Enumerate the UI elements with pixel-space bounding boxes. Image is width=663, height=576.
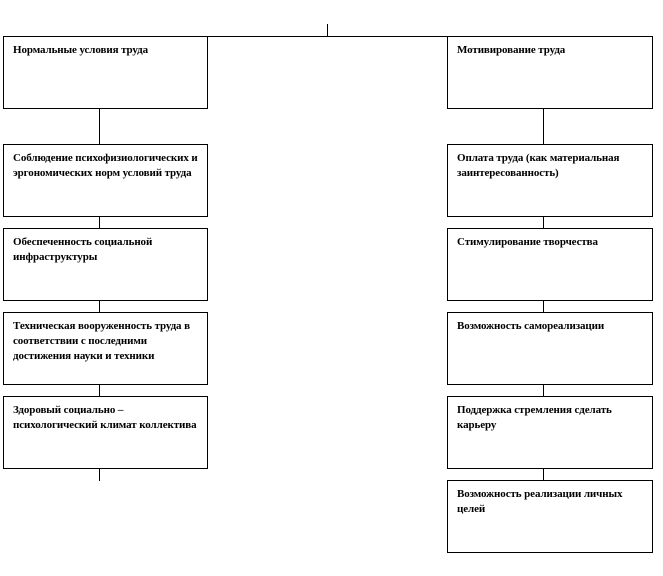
left-connector-1 — [99, 108, 100, 145]
right-connector-1 — [543, 108, 544, 145]
left-item-box-1: Соблюдение психофизиологических и эргономических норм условий труда — [3, 144, 208, 217]
right-item-box-4: Поддержка стремления сделать карьеру — [447, 396, 653, 469]
right-item-box-5: Возможность реализации личных целей — [447, 480, 653, 553]
left-item-box-2: Обеспеченность социальной инфраструктуры — [3, 228, 208, 301]
right-item-box-1: Оплата труда (как материальная заинтересованность) — [447, 144, 653, 217]
left-header-box: Нормальные условия труда — [3, 36, 208, 109]
right-header-box: Мотивирование труда — [447, 36, 653, 109]
left-connector-tail — [99, 468, 100, 481]
right-item-box-2: Стимулирование творчества — [447, 228, 653, 301]
left-item-box-4: Здоровый социально – психологический климат коллектива — [3, 396, 208, 469]
top-horizontal-connector — [207, 36, 448, 37]
right-item-box-3: Возможность самореализации — [447, 312, 653, 385]
left-item-box-3: Техническая вооруженность труда в соответствии с последними достижения науки и техники — [3, 312, 208, 385]
